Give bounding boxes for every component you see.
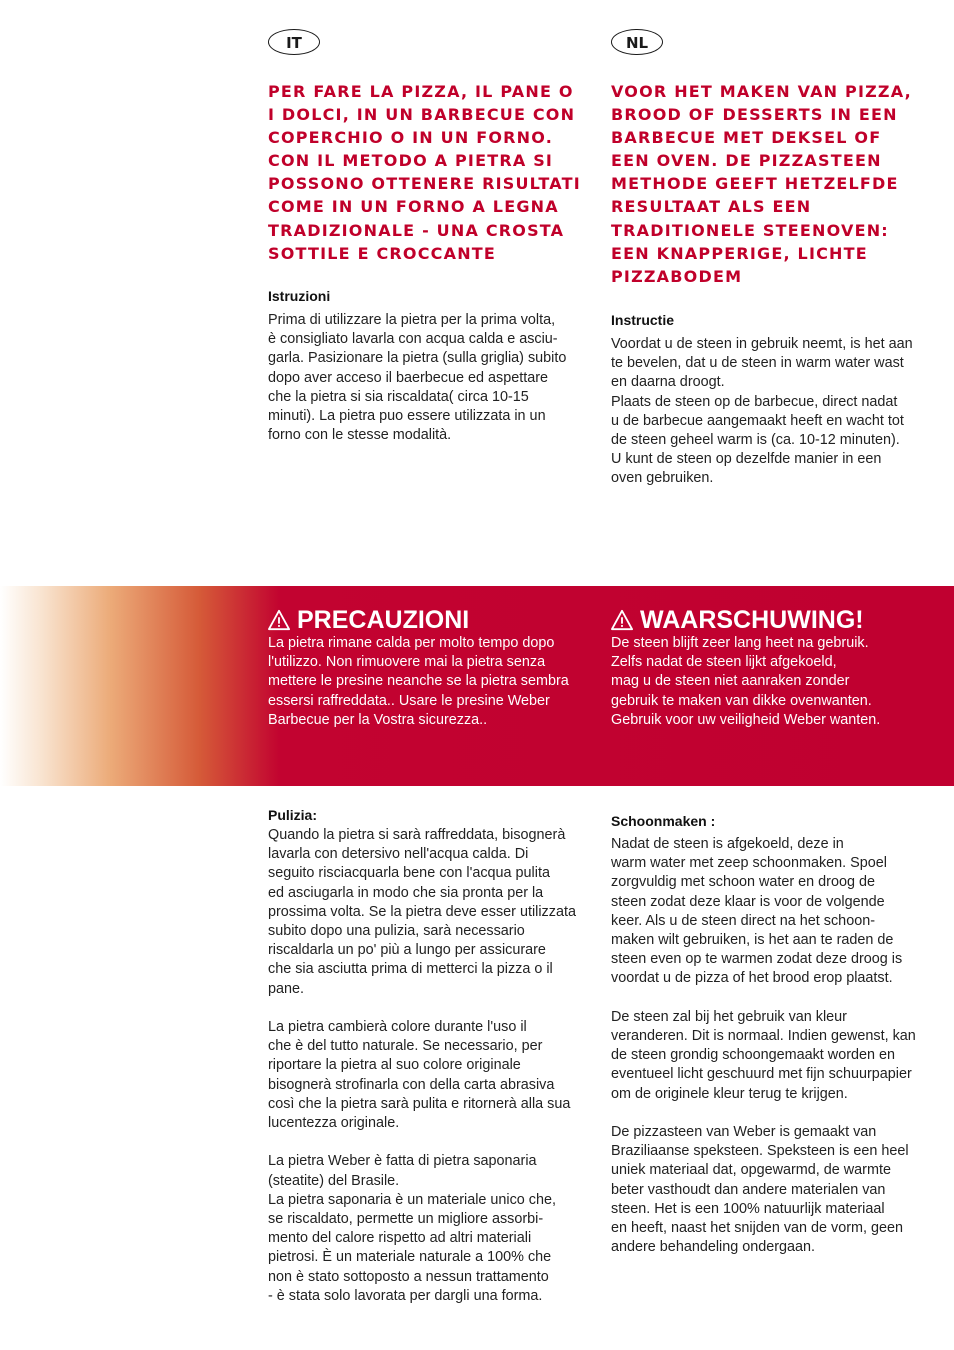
cleaning-title-nl: Schoonmaken : (611, 813, 716, 829)
heading-it: PER FARE LA PIZZA, IL PANE O I DOLCI, IN UN BARBECUE CON COPERCHIO O IN UN FORNO. CON IL METODO A PIETRA SI POSSONO OTTENERE RISULTATI COME IN UN FORNO A LEGNA TRADIZIONALE - UNA CROSTA SOTTILE E CROCCANTE (268, 82, 581, 263)
cleaning-title-it: Pulizia: (268, 807, 318, 823)
instructions-title-nl: Instructie (611, 312, 675, 328)
warning-title-text-it: PRECAUZIONI (297, 606, 470, 634)
warning-title-nl (611, 605, 864, 635)
lang-badge-nl: NL (611, 29, 663, 55)
warning-title-it (268, 605, 469, 635)
warning-triangle-icon (268, 609, 290, 631)
lang-badge-it: IT (268, 29, 320, 55)
cleaning-text-nl: Nadat de steen is afgekoeld, deze in warm water met zeep schoonmaken. Spoel zorgvuldig met schoon water en droog de steen zodat deze klaar is voor de volgende keer. Als u de steen direct na het schoon- maken wilt gebruiken, is het aan te raden de steen even op te warmen zodat deze droog is voordat u de pizza of het brood erop plaatst. De steen zal bij het gebruik van kleur veranderen. Dit is normaal. Indien gewenst, kan de steen grondig schoongemaakt worden en eventueel licht geschuurd met fijn schuurpapier om de originele kleur terug te krijgen. De pizzasteen van Weber is gemaakt van Braziliaanse speksteen. Speksteen is een heel uniek materiaal dat, opgewarmd, de warmte beter vasthoudt dan andere materialen van steen. Het is een 100% natuurlijk materiaal en heeft, naast het snijden van de vorm, geen andere behandeling ondergaan. (611, 836, 916, 1256)
warning-text-nl: De steen blijft zeer lang heet na gebruik. Zelfs nadat de steen lijkt afgekoeld, mag u de steen niet aanraken zonder gebruik te maken van dikke ovenwanten. Gebruik voor uw veiligheid Weber wanten. (611, 635, 881, 728)
instructions-title-it: Istruzioni (268, 288, 331, 304)
warning-text-it: La pietra rimane calda per molto tempo dopo l'utilizzo. Non rimuovere mai la pietra senza mettere le presine neanche se la pietra sembra essersi raffreddata.. Usare le presine Weber Barbecue per la Vostra sicurezza.. (268, 635, 569, 728)
instructions-text-it: Prima di utilizzare la pietra per la prima volta, è consigliato lavarla con acqua calda e asciu- garla. Pasizionare la pietra (sulla griglia) subito dopo aver acceso il baerbecue ed aspettare che la pietra si sia riscaldata( circa 10-15 minuti). La pietra puo essere utilizzata in un forno con le stesse modalità. (268, 312, 567, 444)
warning-triangle-icon (611, 609, 633, 631)
instructions-text-nl: Voordat u de steen in gebruik neemt, is het aan te bevelen, dat u de steen in warm water wast en daarna droogt. Plaats de steen op de barbecue, direct nadat u de barbecue aangemaakt heeft en wacht tot de steen geheel warm is (ca. 10-12 minuten). U kunt de steen op dezelfde manier in een oven gebruiken. (611, 336, 913, 487)
heading-nl: VOOR HET MAKEN VAN PIZZA, BROOD OF DESSERTS IN EEN BARBECUE MET DEKSEL OF EEN OVEN. DE PIZZASTEEN METHODE GEEFT HETZELFDE RESULTAAT ALS EEN TRADITIONELE STEENOVEN: EEN KNAPPERIGE, LICHTE PIZZABODEM (611, 82, 912, 286)
cleaning-text-it: Quando la pietra si sarà raffreddata, bisognerà lavarla con detersivo nell'acqua calda. Di seguito risciacquarla bene con l'acqua pulita ed asciugarla in modo che sia pronta per la prossima volta. Se la pietra deve esser utilizzata subito dopo una pulizia, sarà necessario riscaldarla un po' più a lungo per assicurare che sia asciutta prima di metterci la pizza o il pane. La pietra cambierà colore durante l'uso il che è del tutto naturale. Se necessario, per riportare la pietra al suo colore originale bisognerà strofinarla con della carta abrasiva così che la pietra sarà pulita e ritornerà alla sua lucentezza originale. La pietra Weber è fatta di pietra saponaria (steatite) del Brasile. La pietra saponaria è un materiale unico che, se riscaldato, permette un migliore assorbi- mento del calore rispetto ad altri materiali pietrosi. È un materiale naturale a 100% che non è stato sottoposto a nessun trattamento - è stata solo lavorata per dargli una forma. (268, 827, 576, 1304)
warning-title-text-nl: WAARSCHUWING! (640, 606, 864, 634)
